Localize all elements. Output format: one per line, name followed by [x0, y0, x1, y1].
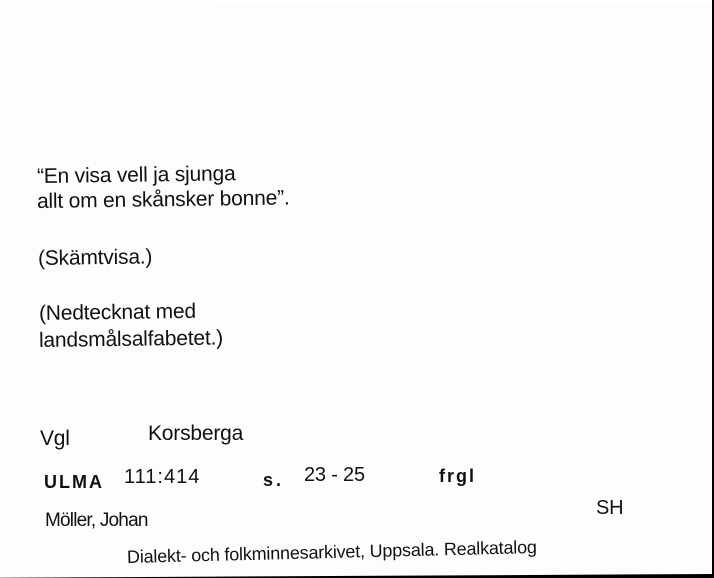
- archive-code: ULMA: [44, 472, 104, 492]
- genre-label: (Skämtvisa.): [37, 245, 153, 270]
- province-code: Vgl: [40, 427, 70, 450]
- song-title-line-2: allt om en skånsker bonne”.: [36, 186, 290, 213]
- card-bottom-edge: [0, 574, 714, 578]
- song-title-line-1: “En visa vell ja sjunga: [36, 162, 236, 188]
- archive-footer: Dialekt- och folkminnesarkivet, Uppsala. Realkatalog: [126, 536, 537, 567]
- parish-name: Korsberga: [148, 422, 244, 445]
- page-label: s.: [263, 470, 285, 490]
- category-code: frgl: [439, 466, 476, 486]
- note-line-1: (Nedtecknat med: [38, 299, 197, 325]
- collector-name: Möller, Johan: [45, 510, 148, 531]
- page-range: 23 - 25: [304, 464, 365, 486]
- signature-initials: SH: [596, 497, 624, 519]
- note-line-2: landsmålsalfabetet.): [38, 326, 224, 352]
- archive-number: 111:414: [124, 466, 201, 488]
- card-top-edge: [215, 0, 714, 4]
